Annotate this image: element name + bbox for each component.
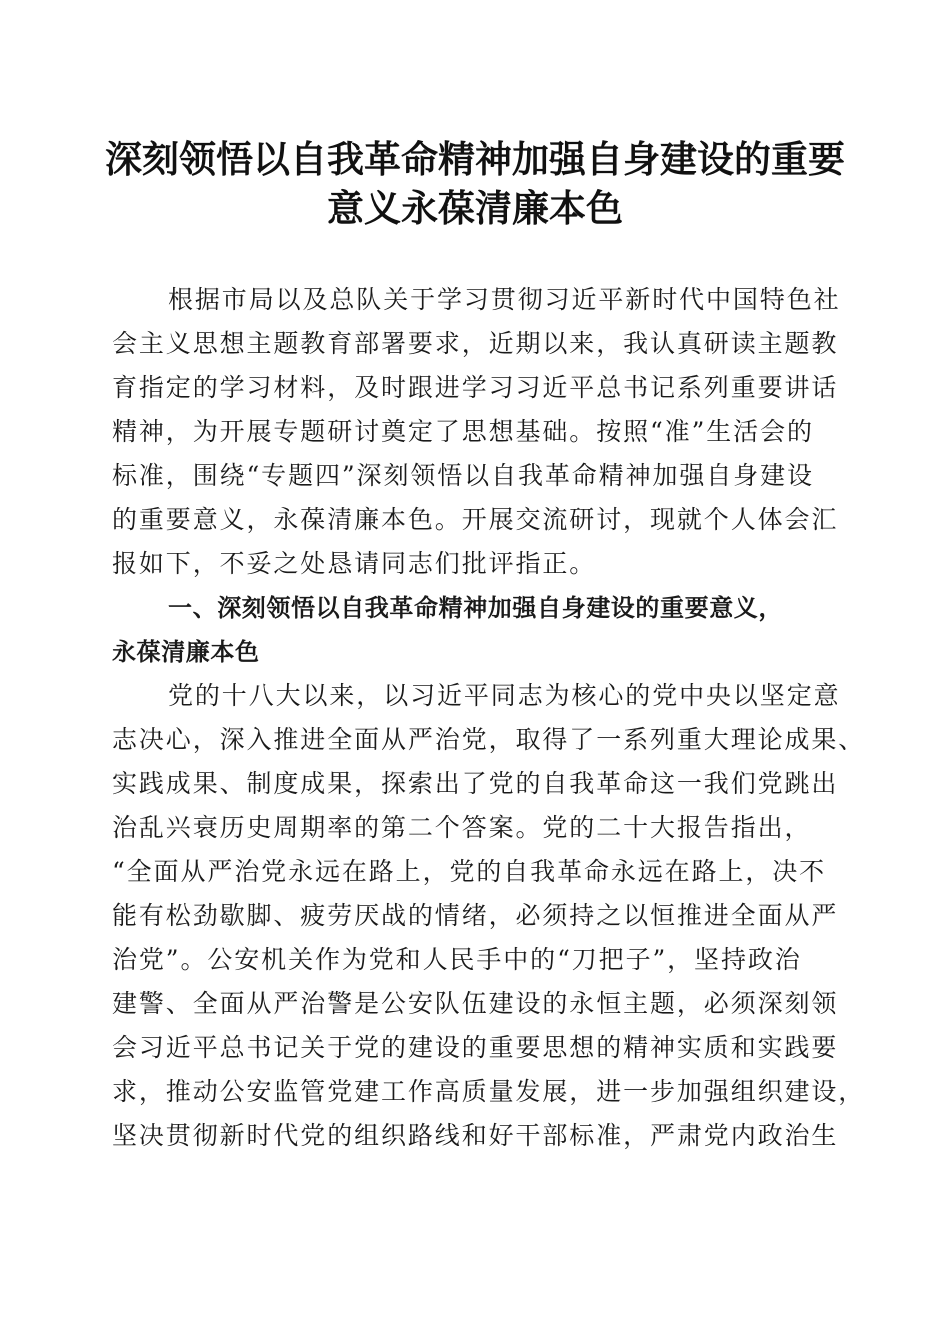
paragraph-1-line: 会主义思想主题教育部署要求，近期以来，我认真研读主题教	[112, 329, 839, 358]
paragraph-2-line: 治党”。公安机关作为党和人民手中的“刀把子”，坚持政治	[112, 945, 802, 974]
paragraph-2-line: 志决心，深入推进全面从严治党，取得了一系列重大理论成果、	[112, 725, 866, 754]
document-title-line-1: 深刻领悟以自我革命精神加强自身建设的重要	[105, 137, 845, 181]
paragraph-1-line: 标准，围绕“专题四”深刻领悟以自我革命精神加强自身建设	[112, 461, 814, 490]
paragraph-1-line: 报如下，不妥之处恳请同志们批评指正。	[112, 549, 597, 578]
paragraph-2-line: 建警、全面从严治警是公安队伍建设的永恒主题，必须深刻领	[112, 989, 839, 1018]
paragraph-1-line: 精神，为开展专题研讨奠定了思想基础。按照“准”生活会的	[112, 417, 814, 446]
paragraph-2-line: 会习近平总书记关于党的建设的重要思想的精神实质和实践要	[112, 1033, 839, 1062]
section-heading-line-2: 永葆清廉本色	[112, 638, 260, 666]
paragraph-2-line: 求，推动公安监管党建工作高质量发展，进一步加强组织建设，	[112, 1077, 866, 1106]
paragraph-2-line: 能有松劲歇脚、疲劳厌战的情绪，必须持之以恒推进全面从严	[112, 901, 839, 930]
paragraph-2-line: 治乱兴衰历史周期率的第二个答案。党的二十大报告指出，	[112, 813, 812, 842]
paragraph-1-line: 根据市局以及总队关于学习贯彻习近平新时代中国特色社	[168, 285, 841, 314]
paragraph-2-line: 坚决贯彻新时代党的组织路线和好干部标准，严肃党内政治生	[112, 1121, 839, 1150]
paragraph-1-line: 育指定的学习材料，及时跟进学习习近平总书记系列重要讲话	[112, 373, 839, 402]
paragraph-1-line: 的重要意义，永葆清廉本色。开展交流研讨，现就个人体会汇	[112, 505, 839, 534]
document-title-line-2: 意义永葆清廉本色	[327, 186, 623, 230]
paragraph-2-line: 党的十八大以来，以习近平同志为核心的党中央以坚定意	[168, 681, 841, 710]
paragraph-2-line: “全面从严治党永远在路上，党的自我革命永远在路上，决不	[112, 857, 827, 886]
paragraph-2-line: 实践成果、制度成果，探索出了党的自我革命这一我们党跳出	[112, 769, 839, 798]
section-heading-line-1: 一、深刻领悟以自我革命精神加强自身建设的重要意义，	[168, 594, 783, 622]
